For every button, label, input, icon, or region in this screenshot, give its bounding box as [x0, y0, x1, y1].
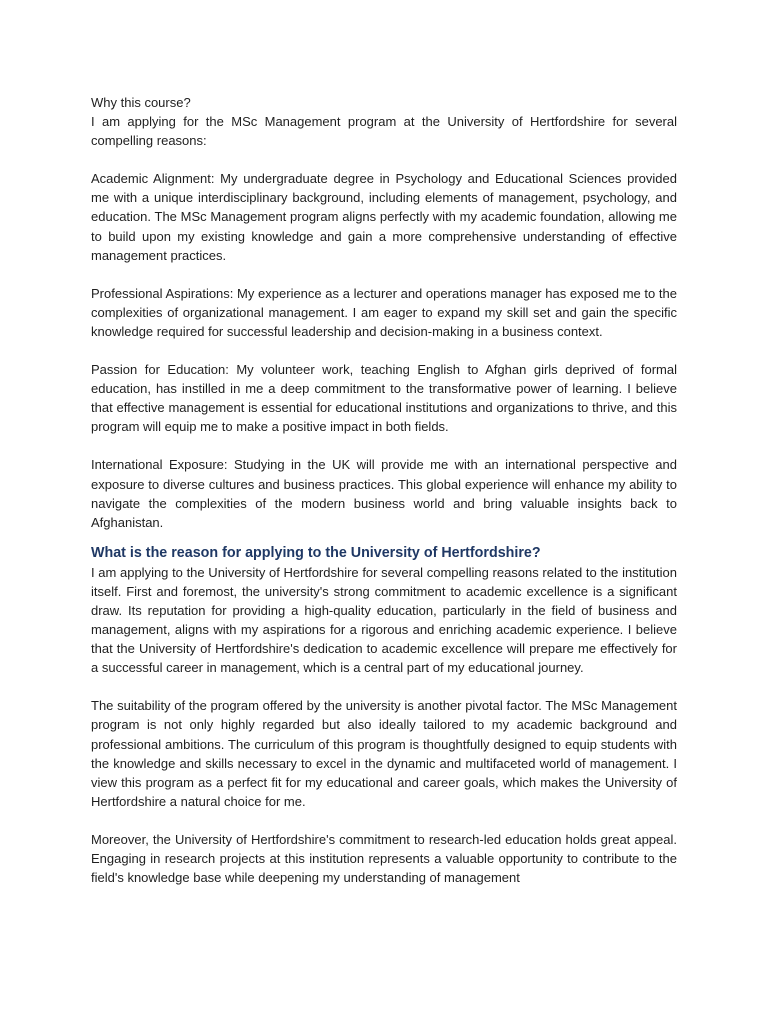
reason-academic-alignment: Academic Alignment: My undergraduate degree in Psychology and Educational Sciences provided me with a unique interdisciplinary background, including elements of management, psychology, and education. The MSc Management program aligns perfectly with my academic foundation, allowing me to build upon my existing knowledge and gain a more comprehensive understanding of effective management practices. — [91, 171, 677, 263]
reason-professional-aspirations: Professional Aspirations: My experience as a lecturer and operations manager has exposed me to the complexities of organizational management. I am eager to expand my skill set and gain the specific knowledge required for successful leadership and decision-making in a business context. — [91, 285, 677, 339]
section-paragraph-3: Moreover, the University of Hertfordshire's commitment to research-led education holds great appeal. Engaging in research projects at this institution represents a valuable opportunity to contribute to the field's knowledge base while deepening my understanding of management — [91, 831, 677, 886]
intro-text: I am applying for the MSc Management program at the University of Hertfordshire for several compelling reasons: — [91, 114, 677, 149]
reason-passion-for-education: Passion for Education: My volunteer work, teaching English to Afghan girls deprived of formal education, has instilled in me a deep commitment to the transformative power of learning. I believe that effective management is essential for educational institutions and organizations to thrive, and this program will equip me to make a positive impact in both fields. — [91, 362, 677, 435]
section-paragraph-2: The suitability of the program offered by the university is another pivotal factor. The MSc Management program is not only highly regarded but also ideally tailored to my academic background and professional ambitions. The curriculum of this program is thoughtfully designed to equip students with the knowledge and skills necessary to excel in the dynamic and multifaceted world of management. I view this program as a perfect fit for my educational and career goals, which makes the University of Hertfordshire a natural choice for me. — [91, 698, 677, 809]
section-heading: What is the reason for applying to the University of Hertfordshire? — [91, 544, 541, 561]
document-page — [91, 93, 677, 887]
intro-heading: Why this course? — [91, 95, 191, 110]
section-paragraph-1: I am applying to the University of Hertfordshire for several compelling reasons related to the institution itself. First and foremost, the university's strong commitment to academic excellence is a significant draw. Its reputation for providing a high-quality education, particularly in the field of business and management, aligns with my aspirations for a rigorous and enriching academic experience. I believe that the University of Hertfordshire's dedication to academic excellence will prepare me effectively for a successful career in management, which is a central part of my educational journey. — [91, 564, 677, 676]
reason-international-exposure: International Exposure: Studying in the UK will provide me with an international perspective and exposure to diverse cultures and business practices. This global experience will enhance my ability to navigate the complexities of the modern business world and bring valuable insights back to Afghanistan. — [91, 457, 677, 530]
